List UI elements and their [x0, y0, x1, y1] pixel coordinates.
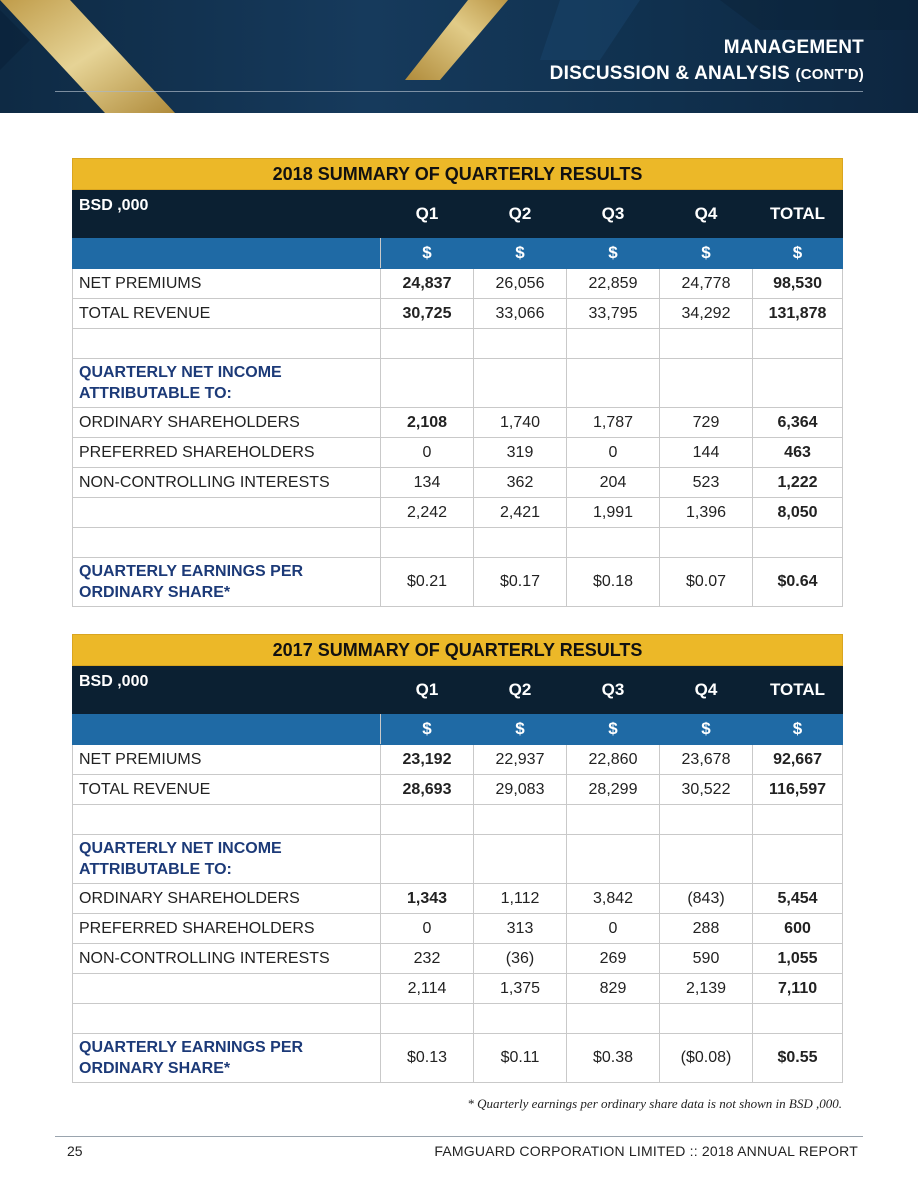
unit-label: BSD ,000: [73, 190, 381, 238]
cell-total: 7,110: [753, 974, 843, 1004]
row-label: NET PREMIUMS: [73, 269, 381, 299]
table-row-preferred-shareholders: [73, 438, 843, 468]
section-heading-net-income: QUARTERLY NET INCOME ATTRIBUTABLE TO:: [73, 835, 381, 884]
cell-total: 92,667: [753, 745, 843, 775]
cell-total: 5,454: [753, 884, 843, 914]
currency-cell: $: [660, 238, 753, 269]
cell-value: 2,114: [381, 974, 474, 1004]
cell-value: 232: [381, 944, 474, 974]
section-heading-net-income: QUARTERLY NET INCOME ATTRIBUTABLE TO:: [73, 359, 381, 408]
column-header-total: TOTAL: [753, 190, 843, 238]
table-row-eps: [73, 1034, 843, 1083]
column-header-q3: Q3: [567, 190, 660, 238]
cell-value: 313: [474, 914, 567, 944]
cell-value: 26,056: [474, 269, 567, 299]
table-row-subtotal: [73, 498, 843, 528]
cell-value: 288: [660, 914, 753, 944]
cell-total: 1,055: [753, 944, 843, 974]
cell-value: 144: [660, 438, 753, 468]
table-row-section-heading: [73, 835, 843, 884]
cell-value: 3,842: [567, 884, 660, 914]
table-row-spacer: [73, 1004, 843, 1034]
table-row-total-revenue: [73, 299, 843, 329]
cell-value: 204: [567, 468, 660, 498]
cell-value: 134: [381, 468, 474, 498]
column-header-q3: Q3: [567, 666, 660, 714]
cell-value: $0.11: [474, 1034, 567, 1083]
cell-value: 30,725: [381, 299, 474, 329]
cell-value: 23,192: [381, 745, 474, 775]
column-header-q1: Q1: [381, 190, 474, 238]
table-row-eps: [73, 558, 843, 607]
cell-value: 1,740: [474, 408, 567, 438]
cell-value: $0.17: [474, 558, 567, 607]
table-row-spacer: [73, 329, 843, 359]
cell-value: 2,139: [660, 974, 753, 1004]
currency-cell: $: [567, 238, 660, 269]
cell-total: 600: [753, 914, 843, 944]
cell-value: 2,108: [381, 408, 474, 438]
cell-value: 23,678: [660, 745, 753, 775]
row-label: PREFERRED SHAREHOLDERS: [73, 914, 381, 944]
unit-label: BSD ,000: [73, 666, 381, 714]
cell-value: 523: [660, 468, 753, 498]
cell-total: 98,530: [753, 269, 843, 299]
cell-value: 1,375: [474, 974, 567, 1004]
currency-row-label: [73, 714, 381, 745]
cell-value: $0.18: [567, 558, 660, 607]
table-row-ordinary-shareholders: [73, 884, 843, 914]
currency-cell: $: [753, 714, 843, 745]
cell-value: 33,795: [567, 299, 660, 329]
cell-value: 22,860: [567, 745, 660, 775]
cell-value: 29,083: [474, 775, 567, 805]
banner-rule: [55, 91, 863, 92]
cell-value: 0: [381, 438, 474, 468]
currency-cell: $: [381, 238, 474, 269]
column-header-q4: Q4: [660, 666, 753, 714]
table-row-net-premiums: [73, 269, 843, 299]
column-header-q2: Q2: [474, 190, 567, 238]
cell-value: 33,066: [474, 299, 567, 329]
cell-value: 0: [567, 438, 660, 468]
cell-value: 34,292: [660, 299, 753, 329]
cell-total: 131,878: [753, 299, 843, 329]
row-label: NON-CONTROLLING INTERESTS: [73, 944, 381, 974]
cell-total: 8,050: [753, 498, 843, 528]
cell-value: 30,522: [660, 775, 753, 805]
cell-value: 24,778: [660, 269, 753, 299]
page-number: 25: [67, 1143, 83, 1159]
table-row-total-revenue: [73, 775, 843, 805]
cell-value: 24,837: [381, 269, 474, 299]
column-header-total: TOTAL: [753, 666, 843, 714]
cell-value: 22,859: [567, 269, 660, 299]
quarterly-results-table-2018: [72, 158, 843, 607]
cell-value: 829: [567, 974, 660, 1004]
currency-cell: $: [660, 714, 753, 745]
currency-cell: $: [474, 238, 567, 269]
table-row-spacer: [73, 805, 843, 835]
header-banner: [0, 0, 918, 113]
cell-value: (843): [660, 884, 753, 914]
cell-total: 1,222: [753, 468, 843, 498]
table-title: 2017 SUMMARY OF QUARTERLY RESULTS: [73, 635, 843, 666]
currency-cell: $: [753, 238, 843, 269]
cell-total: 6,364: [753, 408, 843, 438]
table-row-non-controlling-interests: [73, 468, 843, 498]
row-label-eps: QUARTERLY EARNINGS PER ORDINARY SHARE*: [73, 1034, 381, 1083]
cell-value: 2,421: [474, 498, 567, 528]
cell-total: 116,597: [753, 775, 843, 805]
row-label: PREFERRED SHAREHOLDERS: [73, 438, 381, 468]
header-title-sub: (CONT'D): [795, 66, 864, 83]
table-row-spacer: [73, 528, 843, 558]
footer-text: FAMGUARD CORPORATION LIMITED :: 2018 ANNUAL REPORT: [434, 1143, 858, 1159]
column-header-q4: Q4: [660, 190, 753, 238]
header-title-line1: MANAGEMENT: [723, 37, 864, 58]
cell-value: 28,299: [567, 775, 660, 805]
cell-value: $0.07: [660, 558, 753, 607]
header-title-line2: [550, 63, 864, 85]
footer-rule: [55, 1136, 863, 1137]
cell-value: $0.21: [381, 558, 474, 607]
cell-value: 0: [381, 914, 474, 944]
table-row-subtotal: [73, 974, 843, 1004]
cell-value: 319: [474, 438, 567, 468]
table-title: 2018 SUMMARY OF QUARTERLY RESULTS: [73, 159, 843, 190]
cell-value: 269: [567, 944, 660, 974]
cell-value: $0.38: [567, 1034, 660, 1083]
cell-value: 1,991: [567, 498, 660, 528]
header-title-main: DISCUSSION & ANALYSIS: [549, 63, 791, 84]
cell-value: 1,787: [567, 408, 660, 438]
cell-value: (36): [474, 944, 567, 974]
table-row-net-premiums: [73, 745, 843, 775]
row-label: TOTAL REVENUE: [73, 299, 381, 329]
cell-value: 22,937: [474, 745, 567, 775]
row-label-eps: QUARTERLY EARNINGS PER ORDINARY SHARE*: [73, 558, 381, 607]
table-row-preferred-shareholders: [73, 914, 843, 944]
cell-value: 1,112: [474, 884, 567, 914]
row-label: [73, 498, 381, 528]
quarterly-results-table-2017: [72, 634, 843, 1083]
cell-value: 1,343: [381, 884, 474, 914]
row-label: NON-CONTROLLING INTERESTS: [73, 468, 381, 498]
cell-value: 28,693: [381, 775, 474, 805]
table-row-non-controlling-interests: [73, 944, 843, 974]
row-label: NET PREMIUMS: [73, 745, 381, 775]
currency-cell: $: [381, 714, 474, 745]
row-label: ORDINARY SHAREHOLDERS: [73, 408, 381, 438]
cell-value: ($0.08): [660, 1034, 753, 1083]
row-label: [73, 974, 381, 1004]
currency-row-label: [73, 238, 381, 269]
cell-value: 729: [660, 408, 753, 438]
row-label: ORDINARY SHAREHOLDERS: [73, 884, 381, 914]
table-row-section-heading: [73, 359, 843, 408]
cell-total: 463: [753, 438, 843, 468]
column-header-q2: Q2: [474, 666, 567, 714]
cell-value: 590: [660, 944, 753, 974]
cell-value: 2,242: [381, 498, 474, 528]
cell-value: $0.13: [381, 1034, 474, 1083]
column-header-q1: Q1: [381, 666, 474, 714]
footnote: * Quarterly earnings per ordinary share data is not shown in BSD ,000.: [467, 1096, 842, 1111]
cell-total: $0.64: [753, 558, 843, 607]
table-row-ordinary-shareholders: [73, 408, 843, 438]
cell-total: $0.55: [753, 1034, 843, 1083]
cell-value: 0: [567, 914, 660, 944]
row-label: TOTAL REVENUE: [73, 775, 381, 805]
cell-value: 1,396: [660, 498, 753, 528]
currency-cell: $: [567, 714, 660, 745]
currency-cell: $: [474, 714, 567, 745]
cell-value: 362: [474, 468, 567, 498]
